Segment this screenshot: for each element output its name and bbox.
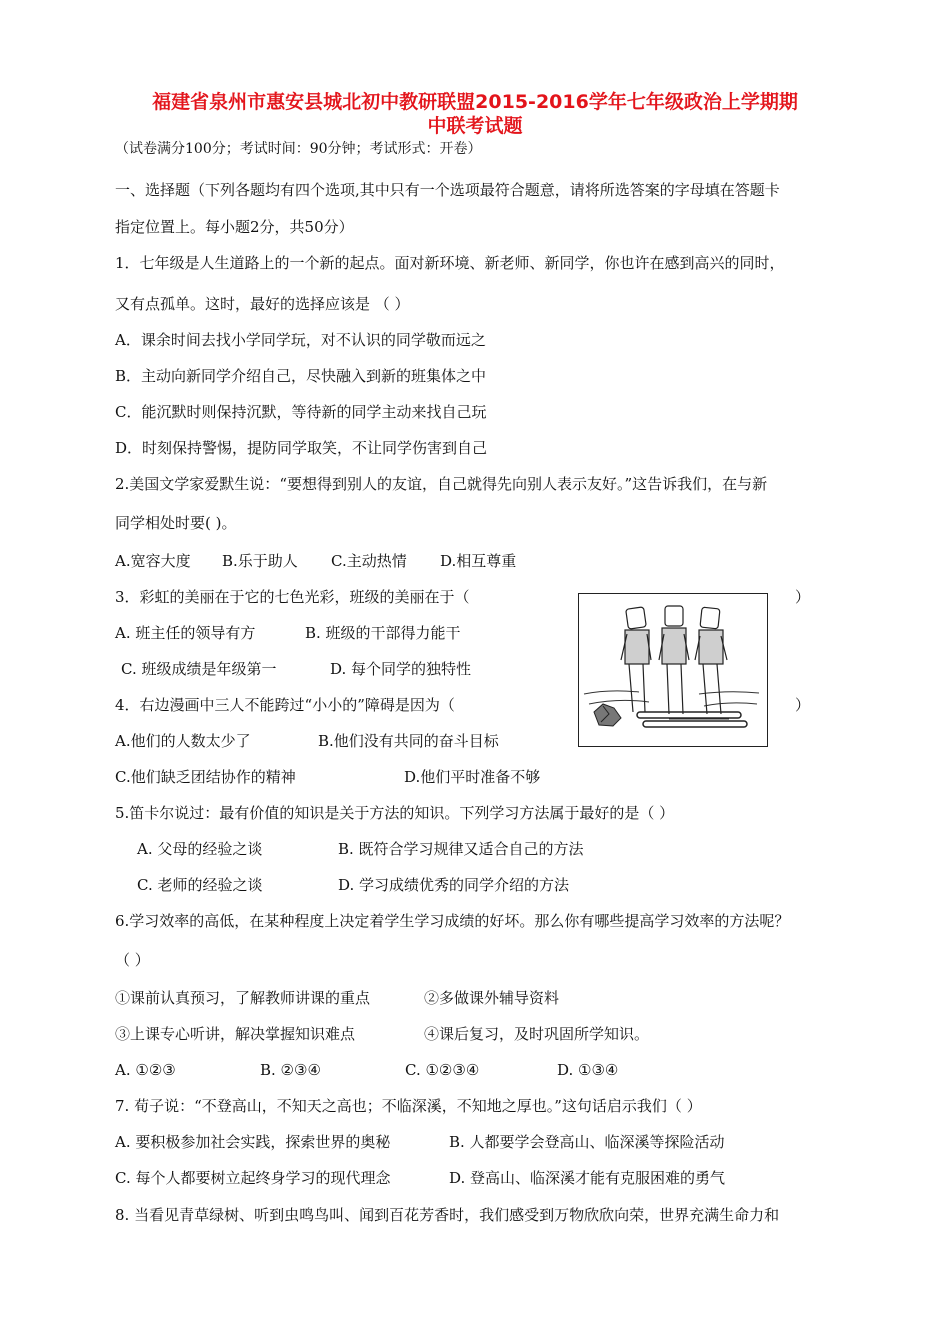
q2-option-a: A.宽容大度	[115, 552, 191, 570]
q5-option-a: A. 父母的经验之谈	[137, 840, 263, 858]
q7-stem: 7. 荀子说：“不登高山，不知天之高也；不临深溪，不知地之厚也。”这句话启示我们（ ）	[115, 1097, 702, 1115]
q1-option-c: C．能沉默时则保持沉默，等待新的同学主动来找自己玩	[115, 403, 487, 421]
section1-line-1: 一、选择题（下列各题均有四个选项,其中只有一个选项最符合题意，请将所选答案的字母填在答题卡	[115, 181, 780, 199]
q3-close-paren: ）	[795, 588, 811, 606]
q6-option-c: C. ①②③④	[405, 1061, 480, 1079]
q4-options-row-1	[115, 731, 499, 751]
q7-options-row-1	[115, 1132, 725, 1152]
q2-option-c: C.主动热情	[331, 552, 407, 570]
q6-item-4: ④课后复习，及时巩固所学知识。	[424, 1025, 650, 1043]
q3-option-b: B. 班级的干部得力能干	[305, 624, 461, 642]
q1-stem-line-1: 1．七年级是人生道路上的一个新的起点。面对新环境、新老师、新同学，你也许在感到高兴的同时，	[115, 254, 785, 272]
q6-option-d: D. ①③④	[557, 1061, 619, 1079]
q1-stem-line-2: 又有点孤单。这时，最好的选择应该是 （ ）	[115, 295, 410, 313]
q4-option-d: D.他们平时准备不够	[404, 768, 541, 786]
q7-option-b: B. 人都要学会登高山、临深溪等探险活动	[449, 1133, 725, 1151]
q4-option-b: B.他们没有共同的奋斗目标	[318, 732, 499, 750]
q3-stem: 3．彩虹的美丽在于它的七色光彩，班级的美丽在于（	[115, 588, 470, 606]
q4-close-paren: ）	[795, 696, 811, 714]
q6-options	[115, 1060, 618, 1080]
q6-items-row-1	[115, 988, 559, 1008]
q8-stem-line-1: 8. 当看见青草绿树、听到虫鸣鸟叫、闻到百花芳香时，我们感受到万物欣欣向荣，世界充满生命力和	[115, 1206, 780, 1224]
cartoon-image	[578, 593, 768, 747]
q1-option-b: B．主动向新同学介绍自己，尽快融入到新的班集体之中	[115, 367, 487, 385]
q6-item-1: ①课前认真预习，了解教师讲课的重点	[115, 989, 371, 1007]
q5-option-c: C. 老师的经验之谈	[137, 876, 263, 894]
q6-stem-line-1: 6.学习效率的高低，在某种程度上决定着学生学习成绩的好坏。那么你有哪些提高学习效率的方法呢？	[115, 912, 790, 930]
q3-option-a: A. 班主任的领导有方	[115, 624, 256, 642]
q6-option-a: A. ①②③	[115, 1061, 176, 1079]
q6-item-2: ②多做课外辅导资料	[424, 989, 560, 1007]
q1-option-a: A．课余时间去找小学同学玩，对不认识的同学敬而远之	[115, 331, 486, 349]
q2-option-d: D.相互尊重	[440, 552, 517, 570]
q5-options-row-1	[137, 839, 584, 859]
q4-option-a: A.他们的人数太少了	[115, 732, 251, 750]
q2-stem-line-2: 同学相处时要( )。	[115, 514, 237, 532]
q3-options-row-1	[115, 623, 461, 643]
q7-options-row-2	[115, 1168, 725, 1188]
section1-line-2: 指定位置上。每小题2分，共50分）	[115, 218, 354, 236]
q5-option-b: B. 既符合学习规律又适合自己的方法	[338, 840, 584, 858]
title-line-1: 福建省泉州市惠安县城北初中教研联盟2015-2016学年七年级政治上学期期	[152, 91, 798, 113]
q2-options	[115, 551, 516, 571]
q3-option-c: C. 班级成绩是年级第一	[121, 660, 277, 678]
q6-item-3: ③上课专心听讲，解决掌握知识难点	[115, 1025, 356, 1043]
q6-option-b: B. ②③④	[260, 1061, 321, 1079]
q2-option-b: B.乐于助人	[222, 552, 298, 570]
title-line-2: 中联考试题	[427, 115, 523, 137]
q5-options-row-2	[137, 875, 569, 895]
q4-stem: 4．右边漫画中三人不能跨过“小小的”障碍是因为（	[115, 696, 455, 714]
q7-option-d: D. 登高山、临深溪才能有克服困难的勇气	[449, 1169, 726, 1187]
q2-stem-line-1: 2.美国文学家爱默生说：“要想得到别人的友谊，自己就得先向别人表示友好。”这告诉我们，在与新	[115, 475, 768, 493]
exam-info: （试卷满分100分；考试时间：90分钟；考试形式：开卷）	[115, 141, 482, 157]
q3-options-row-2	[121, 659, 471, 679]
q3-option-d: D. 每个同学的独特性	[330, 660, 472, 678]
cartoon-three-people-illustration	[579, 594, 767, 746]
q6-items-row-2	[115, 1024, 649, 1044]
q5-stem: 5.笛卡尔说过：最有价值的知识是关于方法的知识。下列学习方法属于最好的是（ ）	[115, 804, 675, 822]
q7-option-a: A. 要积极参加社会实践，探索世界的奥秘	[115, 1133, 391, 1151]
q7-option-c: C. 每个人都要树立起终身学习的现代理念	[115, 1169, 391, 1187]
q4-option-c: C.他们缺乏团结协作的精神	[115, 768, 296, 786]
q5-option-d: D. 学习成绩优秀的同学介绍的方法	[338, 876, 570, 894]
q1-option-d: D．时刻保持警惕，提防同学取笑，不让同学伤害到自己	[115, 439, 488, 457]
q4-options-row-2	[115, 767, 540, 787]
q6-stem-line-2: （ ）	[115, 951, 150, 969]
